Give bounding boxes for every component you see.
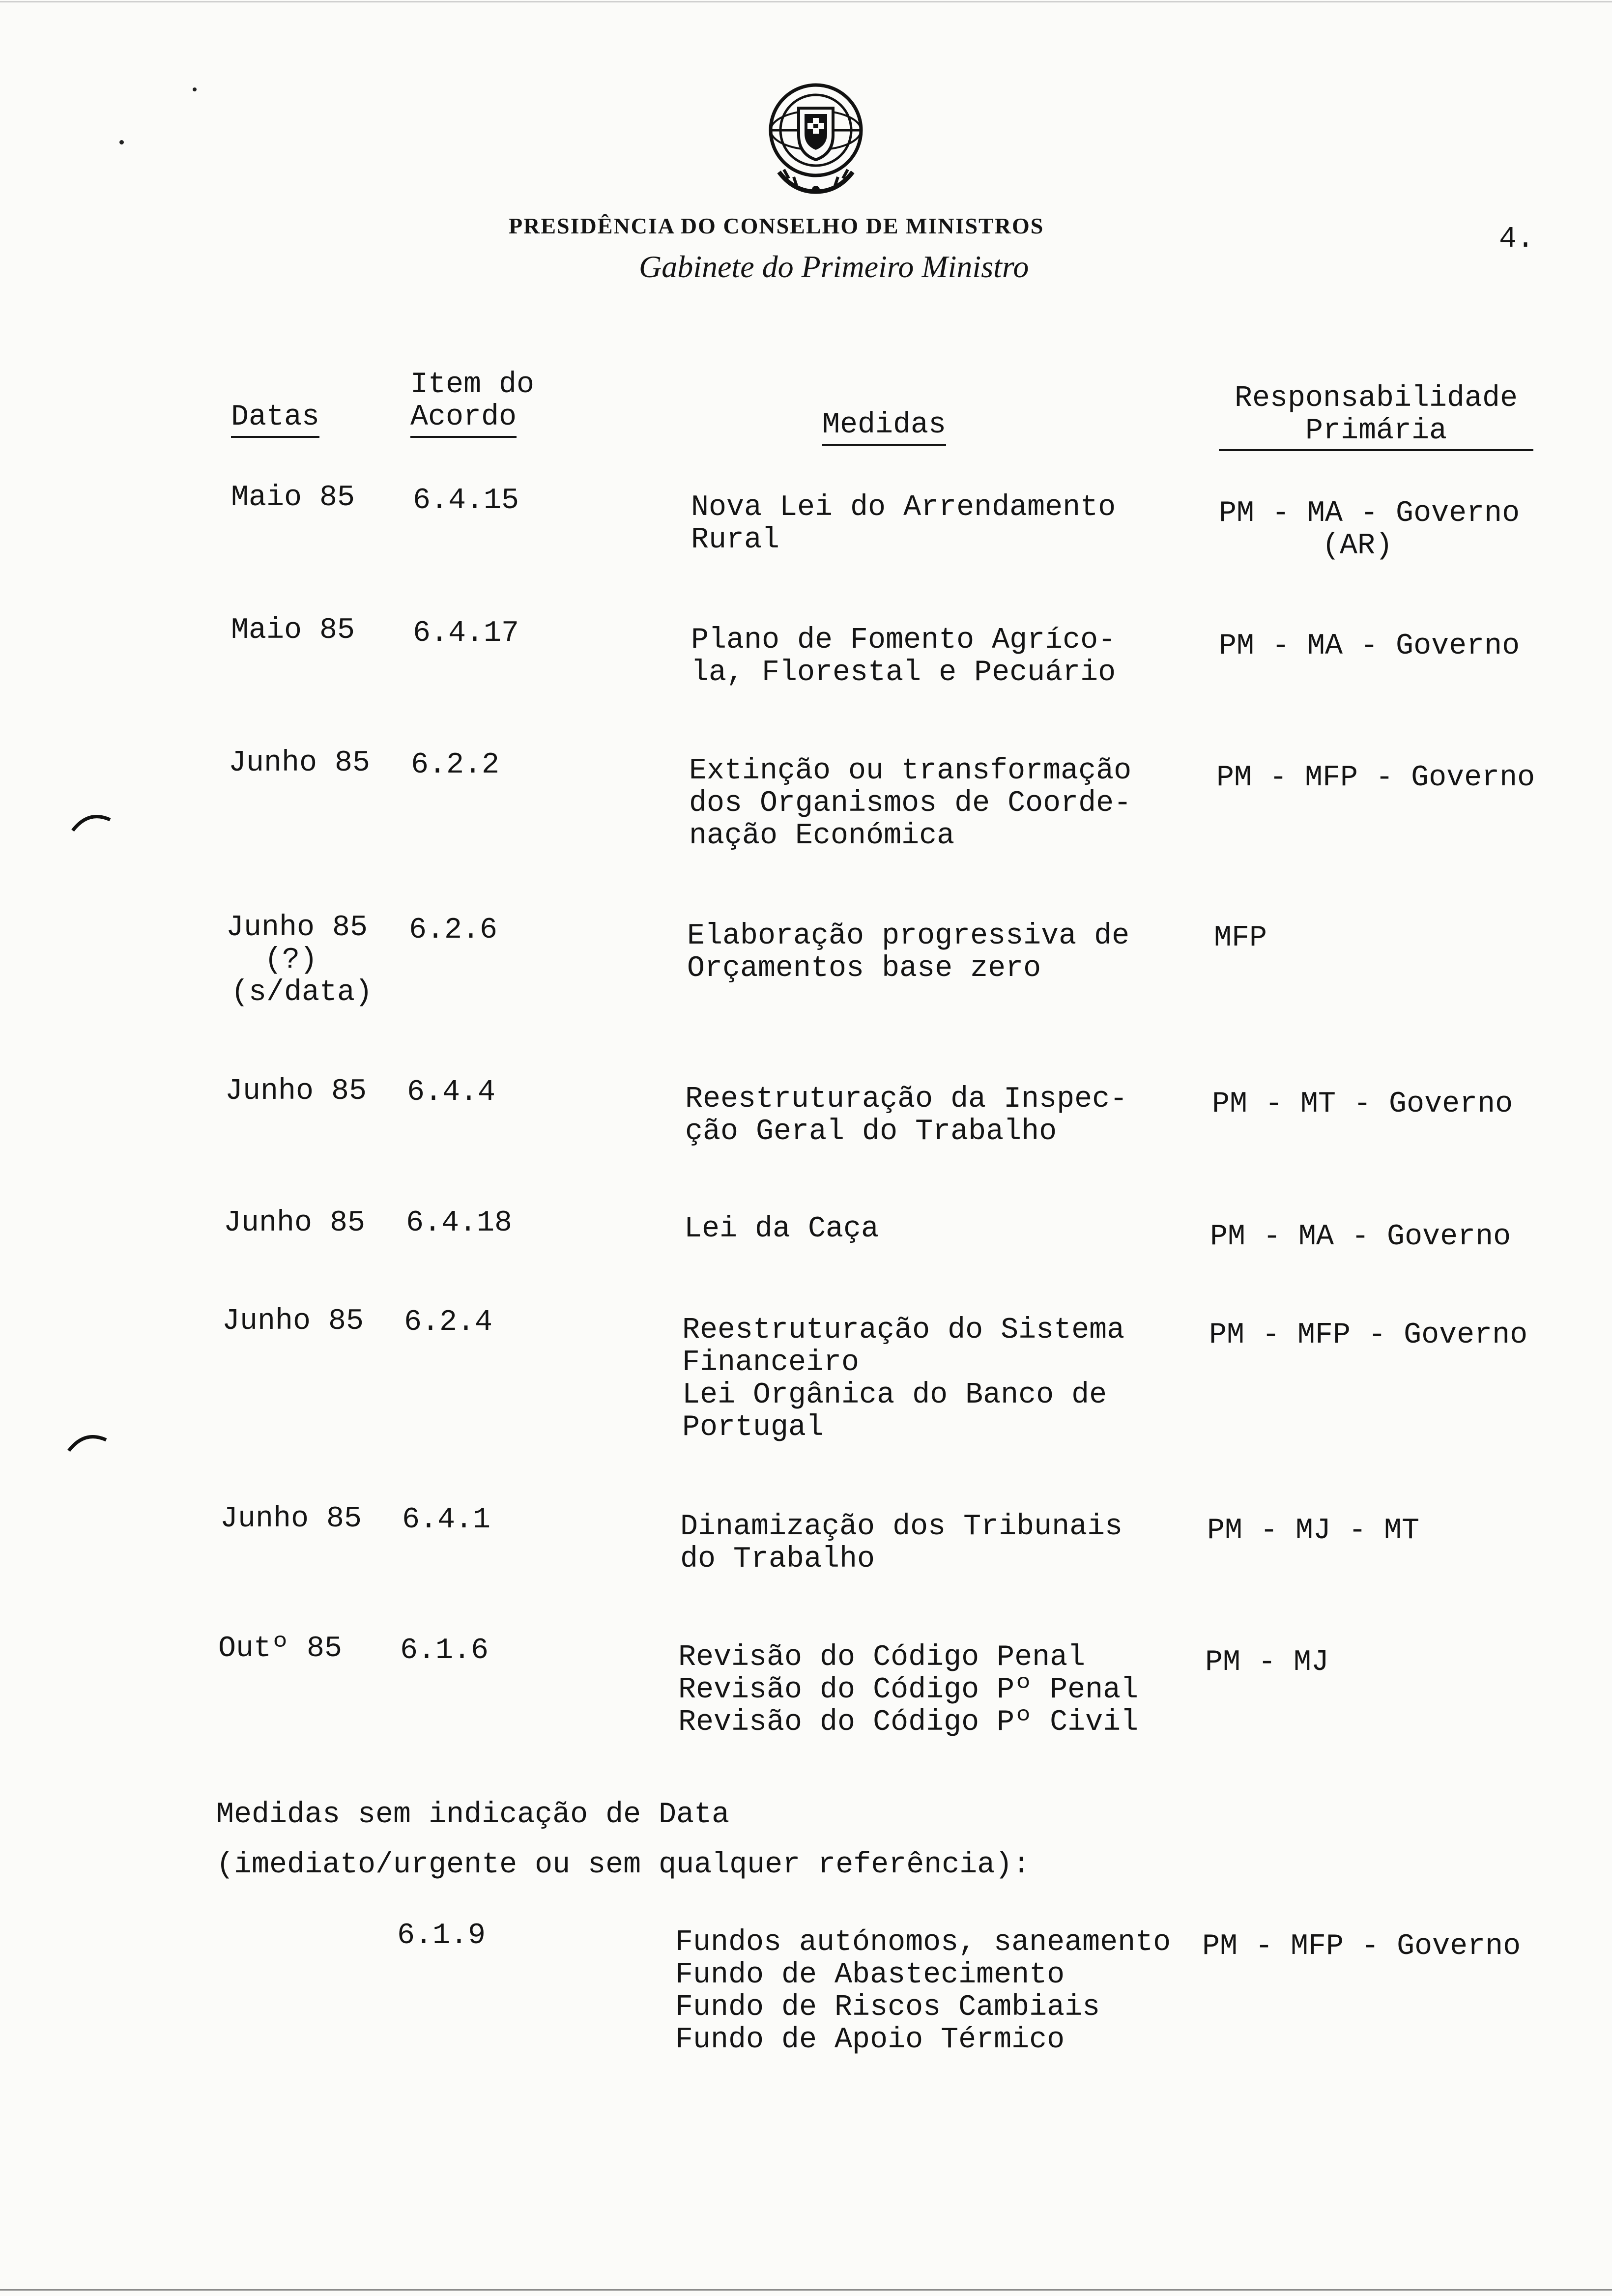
date-line: Junho 85 (229, 746, 371, 780)
measure-line: do Trabalho (680, 1543, 875, 1576)
row-measures (680, 1511, 1123, 1576)
item-header-line2: Acordo (410, 401, 534, 433)
resp-line: PM - MFP - Governo (1209, 1319, 1528, 1352)
row-measures (691, 624, 1116, 689)
row-date (218, 1633, 342, 1665)
measure-line: Dinamização dos Tribunais (680, 1510, 1123, 1544)
measure-line: Revisão do Código Pº Penal (678, 1673, 1139, 1707)
item-header-line1: Item do (410, 368, 535, 402)
measure-line: Extinção ou transformação (689, 754, 1132, 788)
resp-line: PM - MJ - MT (1207, 1514, 1420, 1548)
date-line: Outº 85 (218, 1632, 343, 1665)
row-measures (685, 1083, 1127, 1148)
row-measures (684, 1213, 879, 1245)
measure-line: Revisão do Código Penal (678, 1641, 1086, 1674)
undated-heading: Medidas sem indicação de Data (216, 1798, 730, 1832)
date-line: Maio 85 (231, 614, 355, 647)
row-item: 6.1.9 (397, 1919, 486, 1952)
measure-line: Nova Lei do Arrendamento (691, 491, 1116, 524)
scan-dot (119, 140, 124, 144)
measure-line: Plano de Fomento Agríco- (691, 624, 1116, 657)
measure-line: ção Geral do Trabalho (685, 1115, 1057, 1148)
coat-of-arms-emblem (764, 79, 867, 197)
row-item: 6.4.4 (407, 1076, 496, 1109)
measure-line: Orçamentos base zero (687, 952, 1041, 985)
measure-line: Lei Orgânica do Banco de (682, 1378, 1107, 1412)
column-header-item (410, 369, 534, 433)
row-item: 6.2.4 (404, 1306, 493, 1339)
resp-line: MFP (1214, 921, 1267, 955)
datas-header-text: Datas (231, 401, 319, 438)
row-date (220, 1503, 362, 1535)
measure-line: nação Económica (689, 819, 955, 853)
date-line: Junho 85 (220, 1502, 362, 1536)
institution-heading: PRESIDÊNCIA DO CONSELHO DE MINISTROS (509, 213, 1044, 238)
measure-line: Rural (691, 523, 780, 557)
measure-line: Portugal (682, 1411, 824, 1444)
resp-line: PM - MA - Governo (1210, 1220, 1511, 1254)
resp-line: PM - MT - Governo (1212, 1088, 1513, 1121)
row-resp (1214, 922, 1267, 954)
date-line: Junho 85 (222, 1305, 364, 1338)
row-resp (1210, 1221, 1511, 1253)
measure-line: Elaboração progressiva de (687, 919, 1130, 953)
row-measures (682, 1314, 1124, 1444)
row-date (224, 1207, 365, 1239)
row-measures (689, 755, 1131, 852)
column-header-responsabilidade (1219, 382, 1533, 451)
resp-line: (AR) (1322, 529, 1393, 563)
row-resp (1207, 1515, 1419, 1547)
bottom-scan-edge (0, 2289, 1612, 2291)
resp-line: PM - MA - Governo (1219, 630, 1520, 663)
page-number: 4. (1499, 223, 1535, 256)
row-date (231, 482, 355, 514)
row-date (222, 1305, 364, 1338)
measure-line: la, Florestal e Pecuário (691, 656, 1116, 689)
date-line: Maio 85 (231, 481, 355, 515)
row-measures (687, 920, 1129, 985)
measure-line: Lei da Caça (684, 1212, 879, 1246)
date-line: (s/data) (231, 976, 373, 1009)
row-resp (1212, 1088, 1513, 1120)
row-item: 6.4.18 (406, 1206, 513, 1240)
date-line: Junho 85 (225, 1075, 367, 1108)
row-date (231, 614, 355, 647)
row-resp (1219, 630, 1520, 662)
resp-line: PM - MJ (1205, 1646, 1329, 1679)
row-item: 6.4.1 (402, 1503, 491, 1537)
top-scan-edge (0, 1, 1612, 2)
row-measures (691, 491, 1116, 556)
column-header-medidas (822, 409, 946, 441)
row-resp (1205, 1646, 1329, 1679)
resp-header-line2: Primária (1219, 415, 1533, 451)
row-item: 6.1.6 (400, 1634, 489, 1667)
binder-hole-mark (69, 806, 113, 835)
binder-hole-mark (65, 1425, 109, 1455)
measure-line: Reestruturação do Sistema (682, 1314, 1125, 1347)
row-resp: PM - MFP - Governo (1202, 1930, 1521, 1963)
medidas-header-text: Medidas (822, 408, 946, 446)
measure-line: Fundo de Abastecimento (675, 1958, 1065, 1992)
measure-line: dos Organismos de Coorde- (689, 787, 1132, 820)
measure-line: Reestruturação da Inspec- (685, 1083, 1128, 1116)
row-item: 6.2.2 (411, 748, 500, 782)
resp-header-line1: Responsabilidade (1234, 382, 1518, 415)
row-date (225, 1075, 367, 1108)
measure-line: Fundos autónomos, saneamento (675, 1926, 1171, 1959)
date-line: (?) (264, 944, 318, 977)
row-date (229, 747, 370, 779)
row-resp (1209, 1319, 1527, 1351)
column-header-datas (231, 401, 319, 433)
measure-line: Fundo de Apoio Térmico (675, 2023, 1065, 2057)
office-subheading: Gabinete do Primeiro Ministro (639, 249, 1029, 284)
scan-dot (193, 87, 197, 91)
measure-line: Revisão do Código Pº Civil (678, 1706, 1139, 1739)
resp-line: PM - MA - Governo (1219, 497, 1520, 530)
row-resp (1219, 497, 1520, 563)
row-measures (675, 1926, 1171, 2056)
row-resp (1216, 762, 1535, 794)
row-item: 6.2.6 (409, 914, 498, 947)
date-line: Junho 85 (224, 1206, 366, 1240)
measure-line: Financeiro (682, 1346, 860, 1379)
undated-subheading: (imediato/urgente ou sem qualquer referência): (216, 1848, 1031, 1882)
date-line: Junho 85 (226, 911, 368, 945)
row-item: 6.4.17 (413, 617, 519, 650)
row-item: 6.4.15 (413, 484, 519, 517)
resp-line: PM - MFP - Governo (1216, 761, 1535, 795)
row-measures (678, 1641, 1138, 1739)
row-date (226, 911, 373, 1009)
measure-line: Fundo de Riscos Cambiais (675, 1991, 1100, 2024)
